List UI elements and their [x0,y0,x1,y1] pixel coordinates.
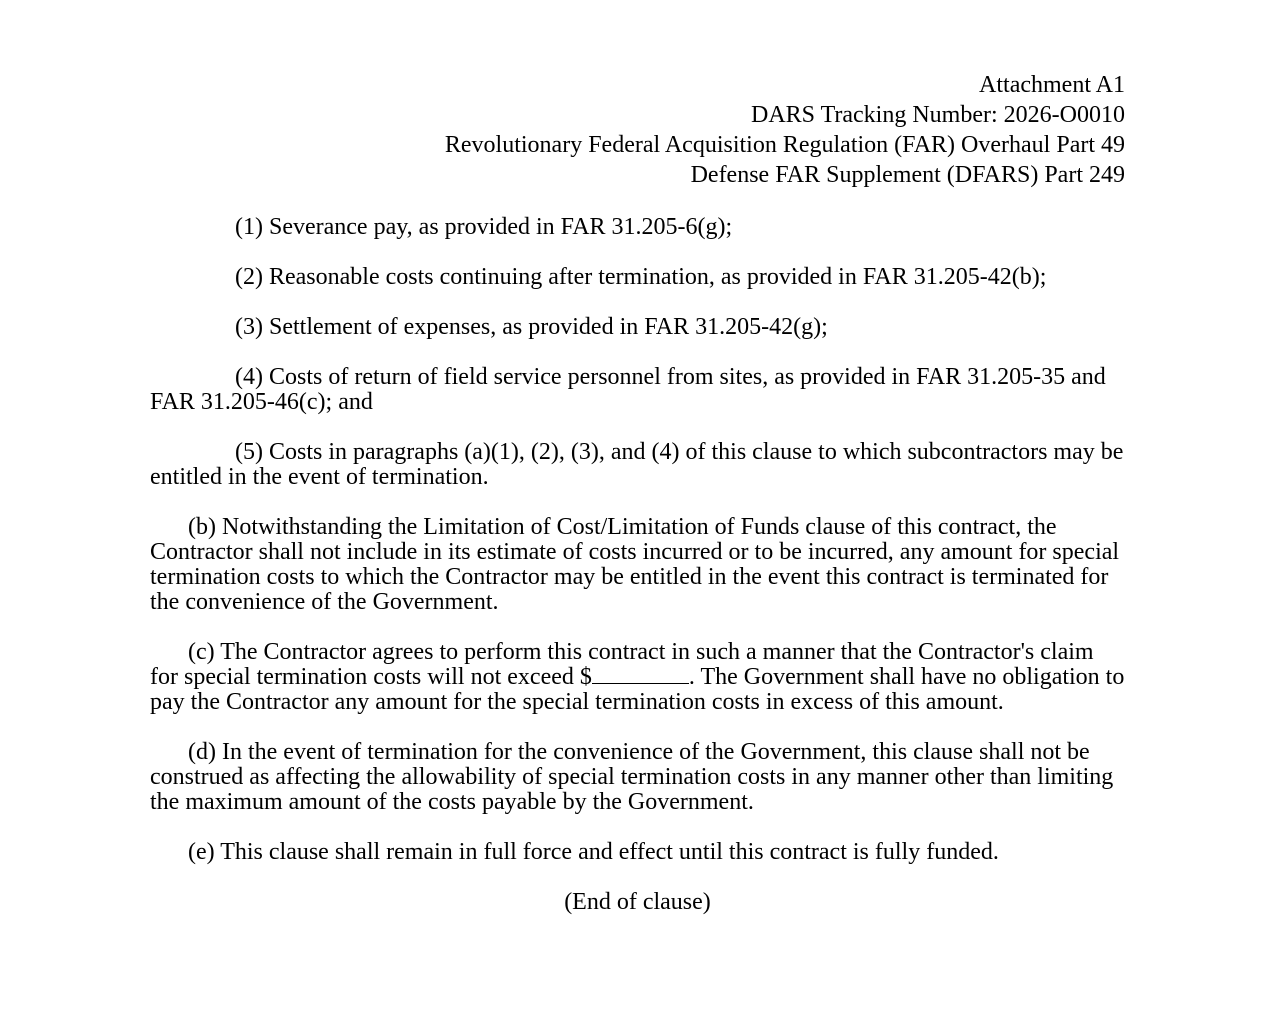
clause-paragraph-b: (b) Notwithstanding the Limitation of Cost/Limitation of Funds clause of this contract, the Contractor shall not include in its estimate of costs incurred or to be incurred, any amount for special termination costs to which the Contractor may be entitled in the event this contract is terminated for the convenience of the Government. [150,514,1120,615]
clause-item-3: (3) Settlement of expenses, as provided in FAR 31.205-42(g); [235,314,828,340]
document-header [150,70,1125,190]
supplement-title: Defense FAR Supplement (DFARS) Part 249 [690,162,1125,188]
regulation-title: Revolutionary Federal Acquisition Regulation (FAR) Overhaul Part 49 [444,132,1125,158]
paragraph-c-text-start: (c) The Contractor agrees to perform this contract in such a manner that the Contractor's claim for special termination costs will not exceed $ [150,639,1094,690]
clause-paragraph-e: (e) This clause shall remain in full force and effect until this contract is fully funded. [188,839,999,865]
amount-blank [592,665,689,684]
clause-item-2: (2) Reasonable costs continuing after termination, as provided in FAR 31.205-42(b); [235,264,1047,290]
attachment-label: Attachment A1 [979,72,1125,98]
clause-paragraph-d: (d) In the event of termination for the convenience of the Government, this clause shall not be construed as affecting the allowability of special termination costs in any manner other than limiting the maximum amount of the costs payable by the Government. [150,739,1114,815]
document-page [150,70,1125,915]
end-of-clause: (End of clause) [564,889,711,915]
paragraph-c-text-end: . The Government shall have no obligation to pay the Contractor any amount for the special termination costs in excess of this amount. [150,664,1125,715]
clause-item-4: (4) Costs of return of field service personnel from sites, as provided in FAR 31.205-35 and FAR 31.205-46(c); and [150,364,1106,415]
tracking-number: DARS Tracking Number: 2026-O0010 [750,102,1125,128]
clause-item-5: (5) Costs in paragraphs (a)(1), (2), (3), and (4) of this clause to which subcontractors may be entitled in the event of termination. [150,439,1124,490]
clause-paragraph-c [150,640,1125,715]
clause-item-1: (1) Severance pay, as provided in FAR 31.205-6(g); [235,214,733,240]
